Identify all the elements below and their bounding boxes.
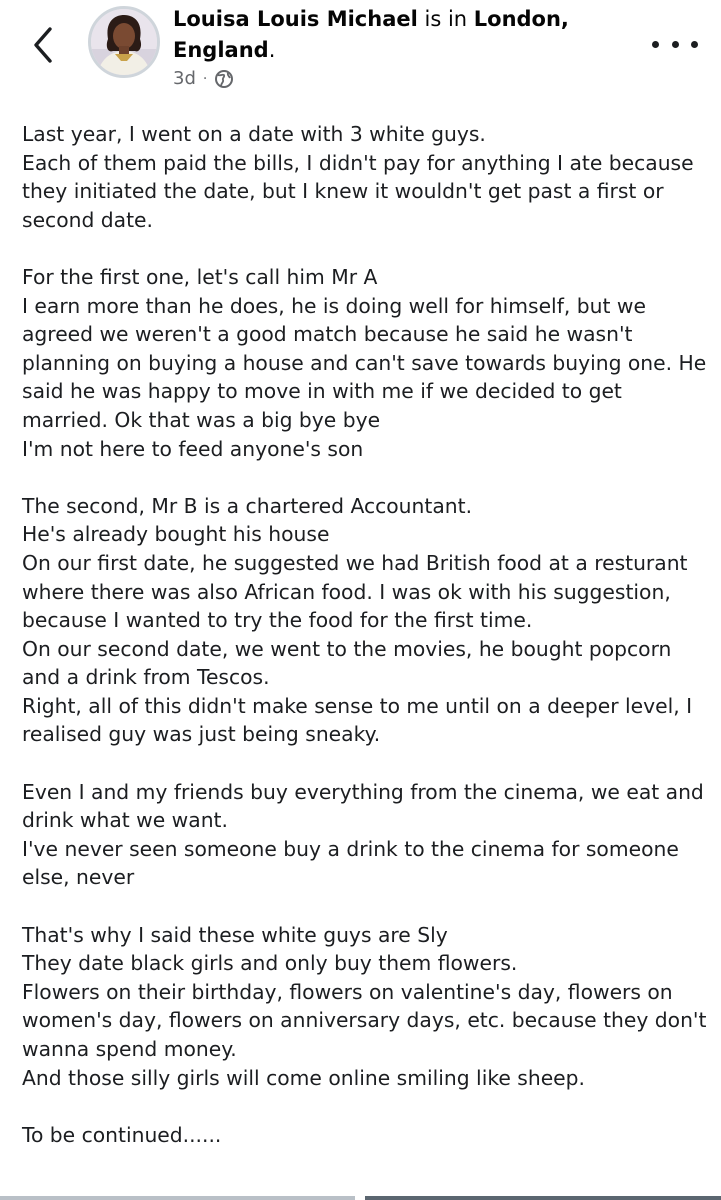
paragraph-spacer: [22, 892, 712, 921]
globe-icon[interactable]: [214, 69, 234, 89]
strip-segment: [0, 1196, 355, 1200]
is-in-text: is in: [417, 7, 474, 31]
more-dot-icon: [652, 41, 659, 48]
more-dot-icon: [672, 41, 679, 48]
bottom-edge-strip: [0, 1196, 721, 1200]
author-name[interactable]: Louisa Louis Michael: [173, 7, 418, 31]
back-button[interactable]: [28, 24, 58, 66]
post-meta: [173, 68, 234, 89]
post-paragraph: Even I and my friends buy everything from the cinema, we eat and drink what we want. I've never seen someone buy a drink to the cinema for someone else, never: [22, 779, 704, 890]
location-city[interactable]: London,: [473, 7, 569, 31]
location-region[interactable]: England: [173, 38, 269, 62]
post-paragraph-continued: To be continued......: [22, 1122, 222, 1147]
paragraph-spacer: [22, 234, 712, 263]
post-paragraph: For the first one, let's call him Mr A I earn more than he does, he is doing well for himself, but we agreed we weren't a good match because he said he wasn't planning on buying a house and can't save towards buying one. He said he was happy to move in with me if we decided to get married. Ok that was a big bye bye I'm not here to feed anyone's son: [22, 264, 707, 461]
chevron-left-icon: [32, 26, 54, 64]
post-paragraph: The second, Mr B is a chartered Accountant. He's already bought his house On our first date, he suggested we had British food at a resturant where there was also African food. I was ok with his suggestion, because I wanted to try the food for the first time. On our second date, we went to the movies, he bought popcorn and a drink from Tescos. Right, all of this didn't make sense to me until on a deeper level, I realised guy was just being sneaky.: [22, 493, 693, 747]
post-paragraph: That's why I said these white guys are Sly They date black girls and only buy them flowers. Flowers on their birthday, flowers on valentine's day, flowers on women's day, flowers on anniversary days, etc. because they don't wanna spend money. And those silly girls will come online smiling like sheep.: [22, 922, 707, 1090]
more-options-button[interactable]: [650, 34, 700, 54]
post-paragraph: Last year, I went on a date with 3 white guys. Each of them paid the bills, I didn't pay for anything I ate because they initiated the date, but I knew it wouldn't get past a first or second date.: [22, 122, 694, 232]
post-header: [0, 0, 721, 110]
avatar-photo: [91, 9, 157, 75]
paragraph-spacer: [22, 749, 712, 778]
author-line: [173, 4, 643, 66]
post-text: [22, 120, 712, 1149]
post-timestamp[interactable]: 3d: [173, 68, 196, 89]
strip-segment: [355, 1196, 365, 1200]
strip-segment: [365, 1196, 721, 1200]
location-period: .: [268, 38, 276, 62]
paragraph-spacer: [22, 1092, 712, 1121]
meta-separator: ·: [202, 70, 208, 87]
author-avatar[interactable]: [88, 6, 160, 78]
paragraph-spacer: [22, 463, 712, 492]
more-dot-icon: [691, 41, 698, 48]
